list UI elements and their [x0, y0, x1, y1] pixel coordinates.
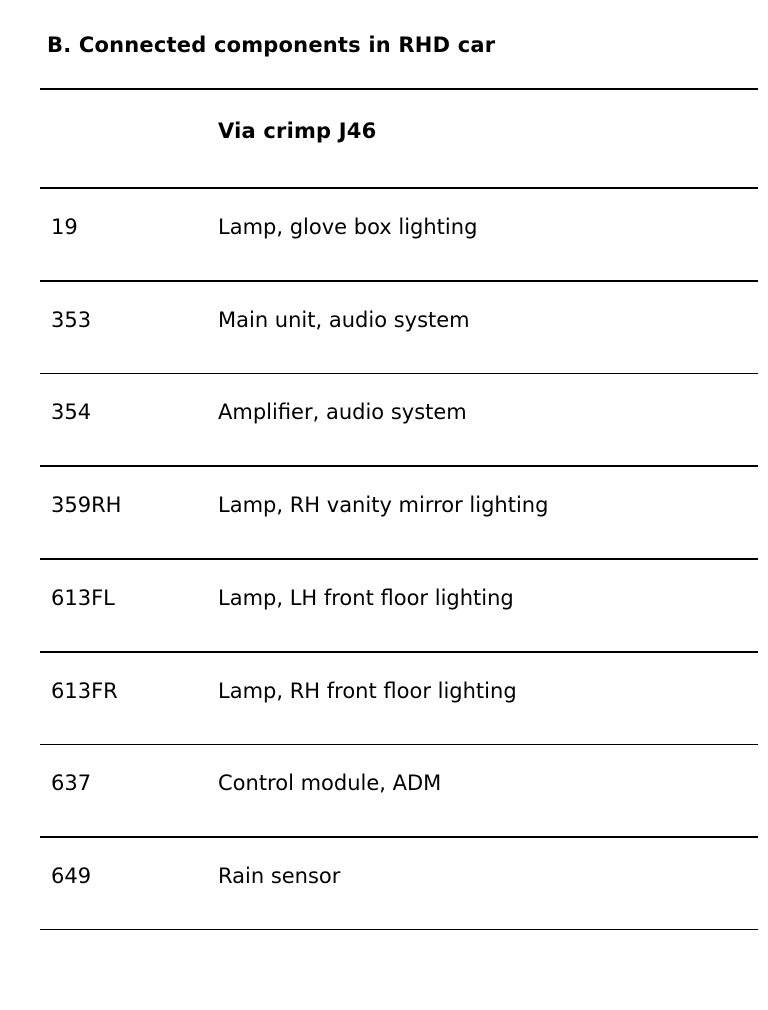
cell-description: Lamp, LH front floor lighting — [218, 586, 514, 610]
cell-code: 359RH — [51, 493, 122, 517]
cell-code: 649 — [51, 863, 92, 888]
cell-description: Lamp, RH front floor lighting — [218, 678, 517, 703]
table-row — [40, 560, 758, 651]
cell-code: 354 — [51, 400, 92, 424]
cell-description: Amplifier, audio system — [218, 400, 467, 424]
components-table — [40, 88, 758, 930]
page-title: B. Connected components in RHD car — [47, 33, 496, 57]
table-row — [40, 838, 758, 929]
table-row — [40, 374, 758, 465]
cell-description: Control module, ADM — [218, 771, 442, 795]
table-row — [40, 467, 758, 558]
cell-code: 19 — [51, 215, 78, 239]
table-row — [40, 282, 758, 373]
cell-description: Lamp, glove box lighting — [218, 215, 478, 239]
table-header-row — [40, 90, 758, 187]
cell-code: 637 — [51, 771, 92, 795]
cell-code: 613FR — [51, 678, 118, 703]
table-row — [40, 653, 758, 744]
table-bottom-rule — [40, 929, 758, 931]
table-row — [40, 745, 758, 836]
cell-description: Lamp, RH vanity mirror lighting — [218, 493, 549, 517]
cell-description: Main unit, audio system — [218, 307, 470, 332]
table-row — [40, 189, 758, 280]
cell-code: 613FL — [51, 586, 115, 610]
column-header-description: Via crimp J46 — [218, 119, 377, 143]
cell-code: 353 — [51, 307, 92, 332]
cell-description: Rain sensor — [218, 863, 341, 888]
